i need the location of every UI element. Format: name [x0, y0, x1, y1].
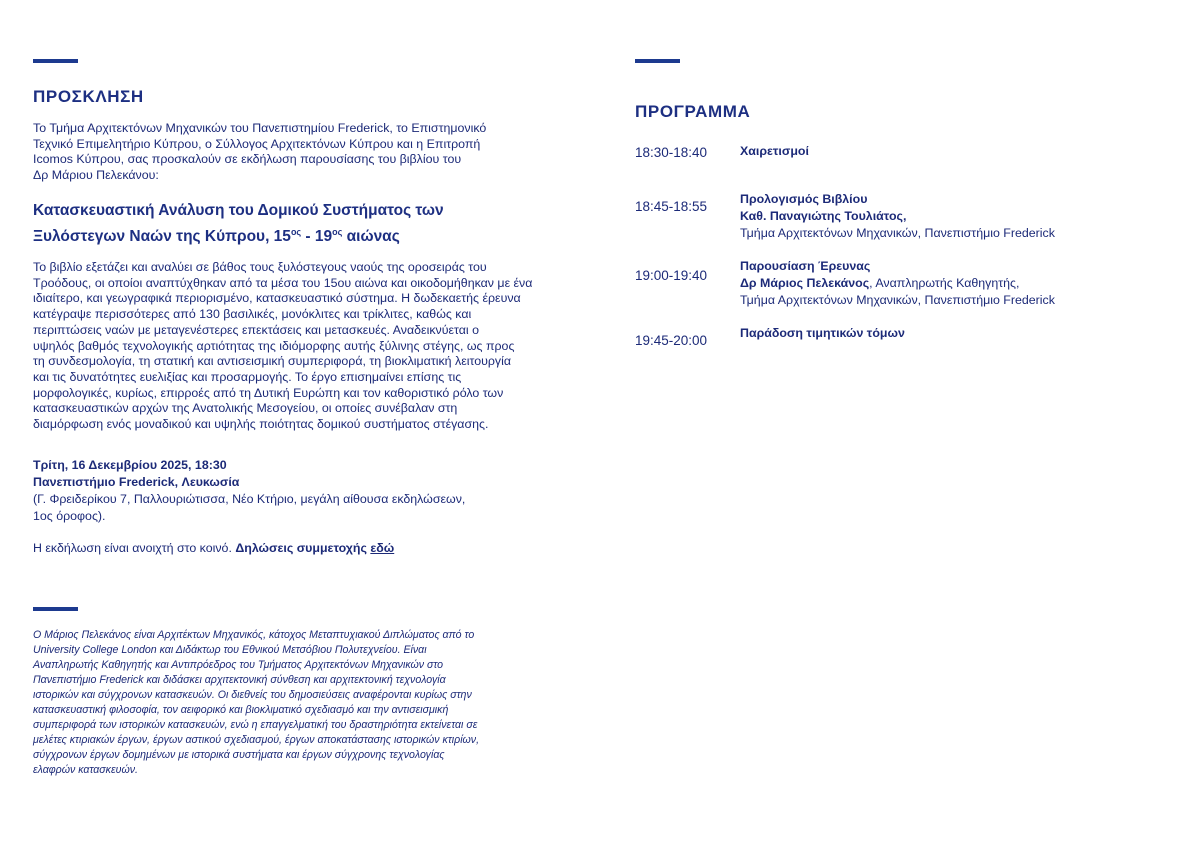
program-item [740, 258, 1055, 309]
bio-line: Αναπληρωτής Καθηγητής και Αντιπρόεδρος του Τμήματος Αρχιτεκτόνων Μηχανικών στο [33, 659, 444, 671]
program-heading: ΠΡΟΓΡΑΜΜΑ [635, 102, 751, 121]
description-line: διαμόρφωση ενός μοναδικού και υψηλής ποιότητας δομικού συστήματος στέγασης. [33, 417, 489, 432]
description-line: υψηλός βαθμός τεχνολογικής αρτιότητας της ιδιόμορφης αυτής ξύλινης στέγης, ως προς [33, 338, 515, 353]
section-divider [33, 59, 78, 63]
bio-line: ελαφρών κατασκευών. [33, 764, 138, 776]
program-item [740, 191, 1055, 242]
event-venue: Πανεπιστήμιο Frederick, Λευκωσία [33, 475, 240, 489]
bio-line: Ο Μάριος Πελεκάνος είναι Αρχιτέκτων Μηχανικός, κάτοχος Μεταπτυχιακού Διπλώματος από το [33, 629, 475, 641]
program-speaker: Δρ Μάριος Πελεκάνος [740, 276, 870, 290]
bio-line: ιστορικών και σύγχρονων κατασκευών. Οι διεθνείς του δημοσιεύσεις αναφέρονται κυρίως στην [33, 689, 472, 701]
program-item-title: Παράδοση τιμητικών τόμων [740, 326, 905, 340]
program-affiliation: Τμήμα Αρχιτεκτόνων Μηχανικών, Πανεπιστήμιο Frederick [740, 293, 1055, 307]
bio-divider [33, 607, 78, 611]
bio-line: κατασκευαστική φιλοσοφία, τον αειφορικό και βιοκλιματικό σχεδιασμό και την αντισεισμική [33, 704, 449, 716]
program-item [740, 143, 809, 160]
bio-line: University College London και Διδάκτωρ του Εθνικού Μετσόβιου Πολυτεχνείου. Είναι [33, 644, 427, 656]
intro-line: Τεχνικό Επιμελητήριο Κύπρου, ο Σύλλογος Αρχιτεκτόνων Κύπρου και η Επιτροπή [33, 136, 481, 151]
book-description [33, 260, 532, 433]
open-event-note [33, 541, 394, 557]
description-line: περιπτώσεις ναών με μεταγενέστερες επεκτάσεις και μετασκευές. Αναδεικνύεται ο [33, 322, 479, 337]
description-line: και τις δυνατότητες ευελιξίας και προσαρμογής. Το έργο επισημαίνει επίσης τις [33, 369, 462, 384]
rsvp-link[interactable]: εδώ [370, 541, 395, 555]
program-speaker-role: , Αναπληρωτής Καθηγητής, [869, 276, 1020, 290]
event-date: Τρίτη, 16 Δεκεμβρίου 2025, 18:30 [33, 458, 227, 472]
program-time: 18:45-18:55 [635, 199, 708, 214]
program-item-title: Χαιρετισμοί [740, 144, 809, 158]
bio-line: συμπεριφορά των ιστορικών κατασκευών, ενώ η επαγγελματική του δραστηριότητα εκτείνεται σε [33, 719, 478, 731]
rsvp-label: Δηλώσεις συμμετοχής [235, 541, 367, 555]
event-address: 1ος όροφος). [33, 509, 106, 523]
bio-line: μελέτες κτιριακών έργων, έργων αστικού σχεδιασμού, έργων αποκατάστασης ιστορικών κτιρίων, [33, 734, 480, 746]
description-line: Τροόδους, οι οποίοι αναπτύχθηκαν από τα μέσα του 15ου αιώνα και οικοδομήθηκαν με ένα [33, 275, 533, 290]
book-title [33, 201, 444, 247]
event-address: (Γ. Φρειδερίκου 7, Παλλουριώτισσα, Νέο Κτήριο, μεγάλη αίθουσα εκδηλώσεων, [33, 492, 466, 506]
program-item [740, 325, 905, 342]
description-line: τη συνδεσμολογία, τη στατική και αντισεισμική συμπεριφορά, τη βιοκλιματική λειτουργία [33, 354, 512, 369]
intro-line: Δρ Μάριου Πελεκάνου: [33, 168, 159, 183]
book-title-line: Ξυλόστεγων Ναών της Κύπρου, $15^{o\varsigma} - 19^{o\varsigma}$ αιώνας [33, 226, 400, 245]
program-divider [635, 59, 680, 63]
description-line: κατασκευαστικών αρχών της Ανατολικής Μεσογείου, οι οποίες συνέβαλαν στη [33, 401, 458, 416]
intro-paragraph [33, 121, 486, 184]
bio-line: Πανεπιστήμιο Frederick και διδάσκει αρχιτεκτονική σύνθεση και αρχιτεκτονική τεχνολογία [33, 674, 446, 686]
intro-line: Icomos Κύπρου, σας προσκαλούν σε εκδήλωση παρουσίασης του βιβλίου του [33, 152, 462, 167]
description-line: μορφολογικές, κυρίως, επιρροές από τη Δυτική Ευρώπη και τον καθοριστικό ρόλο των [33, 385, 504, 400]
program-time: 18:30-18:40 [635, 145, 708, 160]
program-time: 19:45-20:00 [635, 333, 708, 348]
event-details [33, 457, 465, 525]
program-speaker: Καθ. Παναγιώτης Τουλιάτος, [740, 209, 907, 223]
intro-line: Το Τμήμα Αρχιτεκτόνων Μηχανικών του Πανεπιστημίου Frederick, το Επιστημονικό [33, 121, 487, 135]
program-item-title: Παρουσίαση Έρευνας [740, 259, 871, 273]
program-item-title: Προλογισμός Βιβλίου [740, 192, 868, 206]
invitation-heading: ΠΡΟΣΚΛΗΣΗ [33, 87, 144, 106]
description-line: Το βιβλίο εξετάζει και αναλύει σε βάθος τους ξυλόστεγους ναούς της οροσειράς του [33, 260, 487, 274]
description-line: κατέγραψε περισσότερες από 130 βασιλικές, μονόκλιτες και τρίκλιτες, καθώς και [33, 307, 472, 322]
program-affiliation: Τμήμα Αρχιτεκτόνων Μηχανικών, Πανεπιστήμιο Frederick [740, 226, 1055, 240]
book-title-line: Κατασκευαστική Ανάλυση του Δομικού Συστήματος των [33, 202, 444, 219]
author-bio [33, 628, 479, 778]
bio-line: σύγχρονων έργων δομημένων με ιστορικά συστήματα και έργων σύγχρονης τεχνολογίας [33, 749, 445, 761]
description-line: ιδιαίτερο, και γεωγραφικά περιορισμένο, κατασκευαστικό σύστημα. Η δωδεκαετής έρευνα [33, 291, 521, 306]
open-event-text: Η εκδήλωση είναι ανοιχτή στο κοινό. [33, 541, 236, 555]
program-time: 19:00-19:40 [635, 268, 708, 283]
